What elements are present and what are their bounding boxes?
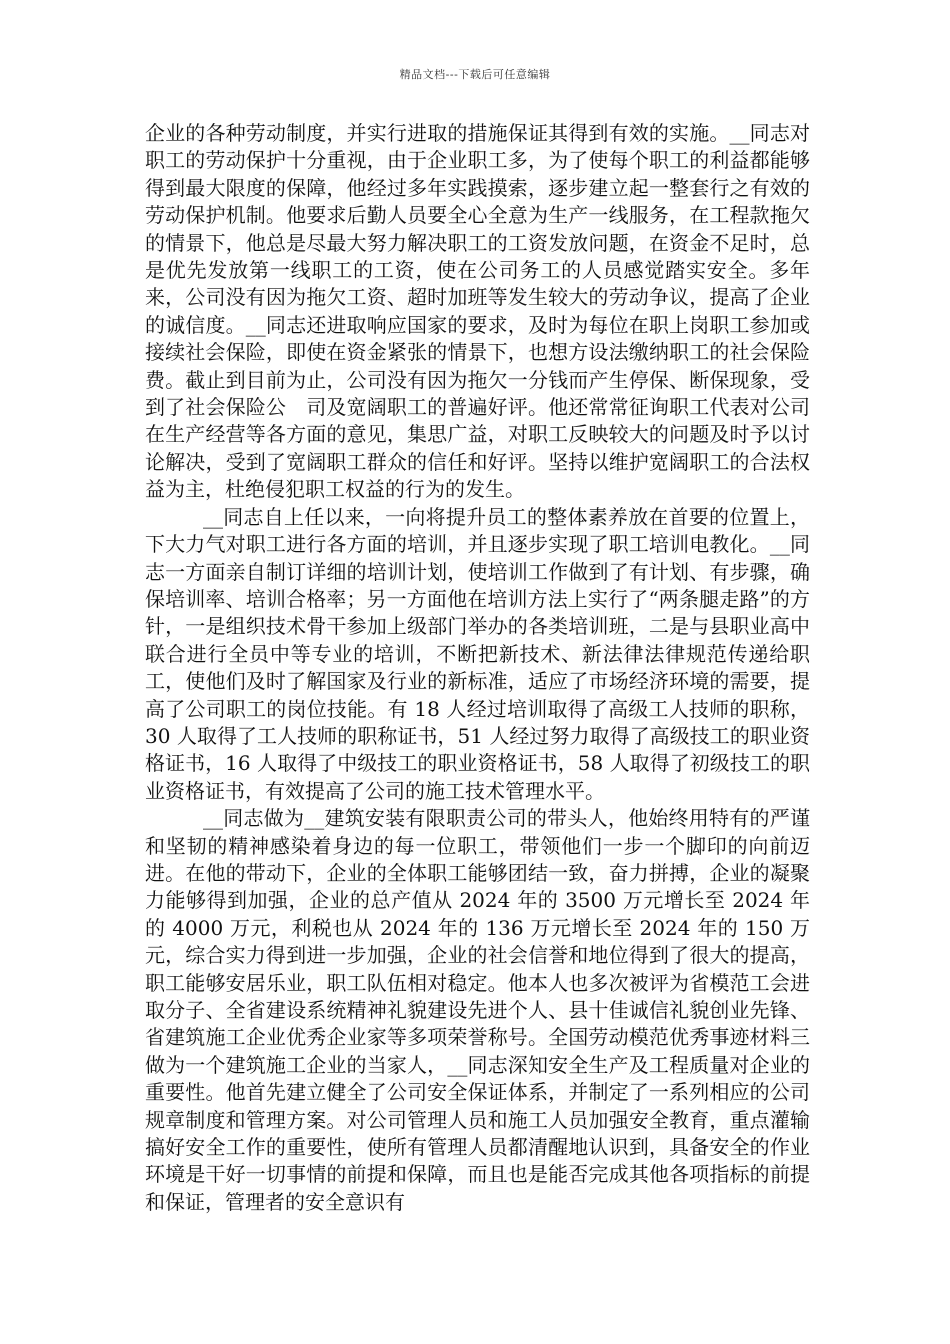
page-header: 精品文档---下载后可任意编辑	[399, 68, 551, 81]
paragraph-leadership: __同志做为__建筑安装有限职责公司的带头人，他始终用特有的严谨和坚韧的精神感染着身边的每一位职工，带领他们一步一个脚印的向前迈进。在他的带动下，企业的全体职工能够团结一致，奋力拼搏，企业的凝聚力能够得到加强，企业的总产值从 2024 年的 3500 万元增长至 2024 年的 4000 万元，利税也从 2024 年的 136 万元增长至 2024 年的 150 万元，综合实力得到进一步加强，企业的社会信誉和地位得到了很大的提高，职工能够安居乐业，职工队伍相对稳定。他本人也多次被评为省模范工会进取分子、全省建设系统精神礼貌建设先进个人、县十佳诚信礼貌创业先锋、省建筑施工企业优秀企业家等多项荣誉称号。全国劳动模范优秀事迹材料三做为一个建筑施工企业的当家人，__同志深知安全生产及工程质量对企业的重要性。他首先建立健全了公司安全保证体系，并制定了一系列相应的公司规章制度和管理方案。对公司管理人员和施工人员加强安全教育，重点灌输搞好安全工作的重要性，使所有管理人员都清醒地认识到，具备安全的作业环境是干好一切事情的前提和保障，而且也是能否完成其他各项指标的前提和保证，管理者的安全意识有	[145, 806, 810, 1214]
document-body	[145, 120, 810, 1216]
paragraph-labor-protection: 企业的各种劳动制度，并实行进取的措施保证其得到有效的实施。__同志对职工的劳动保护十分重视，由于企业职工多，为了使每个职工的利益都能够得到最大限度的保障，他经过多年实践摸索，逐步建立起一整套行之有效的劳动保护机制。他要求后勤人员要全心全意为生产一线服务，在工程款拖欠的情景下，他总是尽最大努力解决职工的工资发放问题，在资金不足时，总是优先发放第一线职工的工资，使在公司务工的人员感觉踏实安全。多年来，公司没有因为拖欠工资、超时加班等发生较大的劳动争议，提高了企业的诚信度。__同志还进取响应国家的要求，及时为每位在职上岗职工参加或接续社会保险，即使在资金紧张的情景下，也想方设法缴纳职工的社会保险费。截止到目前为止，公司没有因为拖欠一分钱而产生停保、断保现象，受到了社会保险公 司及宽阔职工的普遍好评。他还常常征询职工代表对公司在生产经营等各方面的意见，集思广益，对职工反映较大的问题及时予以讨论解决，受到了宽阔职工群众的信任和好评。坚持以维护宽阔职工的合法权益为主，杜绝侵犯职工权益的行为的发生。	[145, 121, 810, 502]
paragraph-training: __同志自上任以来，一向将提升员工的整体素养放在首要的位置上，下大力气对职工进行各方面的培训，并且逐步实现了职工培训电教化。__同志一方面亲自制订详细的培训计划，使培训工作做到了有计划、有步骤，确保培训率、培训合格率；另一方面他在培训方法上实行了“两条腿走路”的方针，一是组织技术骨干参加上级部门举办的各类培训班，二是与县职业高中联合进行全员中等专业的培训，不断把新技术、新法律法律规范传递给职工，使他们及时了解国家及行业的新标准，适应了市场经济环境的需要，提高了公司职工的岗位技能。有 18 人经过培训取得了高级工人技师的职称，30 人取得了工人技师的职称证书，51 人经过努力取得了高级技工的职业资格证书，16 人取得了中级技工的职业资格证书，58 人取得了初级技工的职业资格证书，有效提高了公司的施工技术管理水平。	[145, 504, 810, 803]
